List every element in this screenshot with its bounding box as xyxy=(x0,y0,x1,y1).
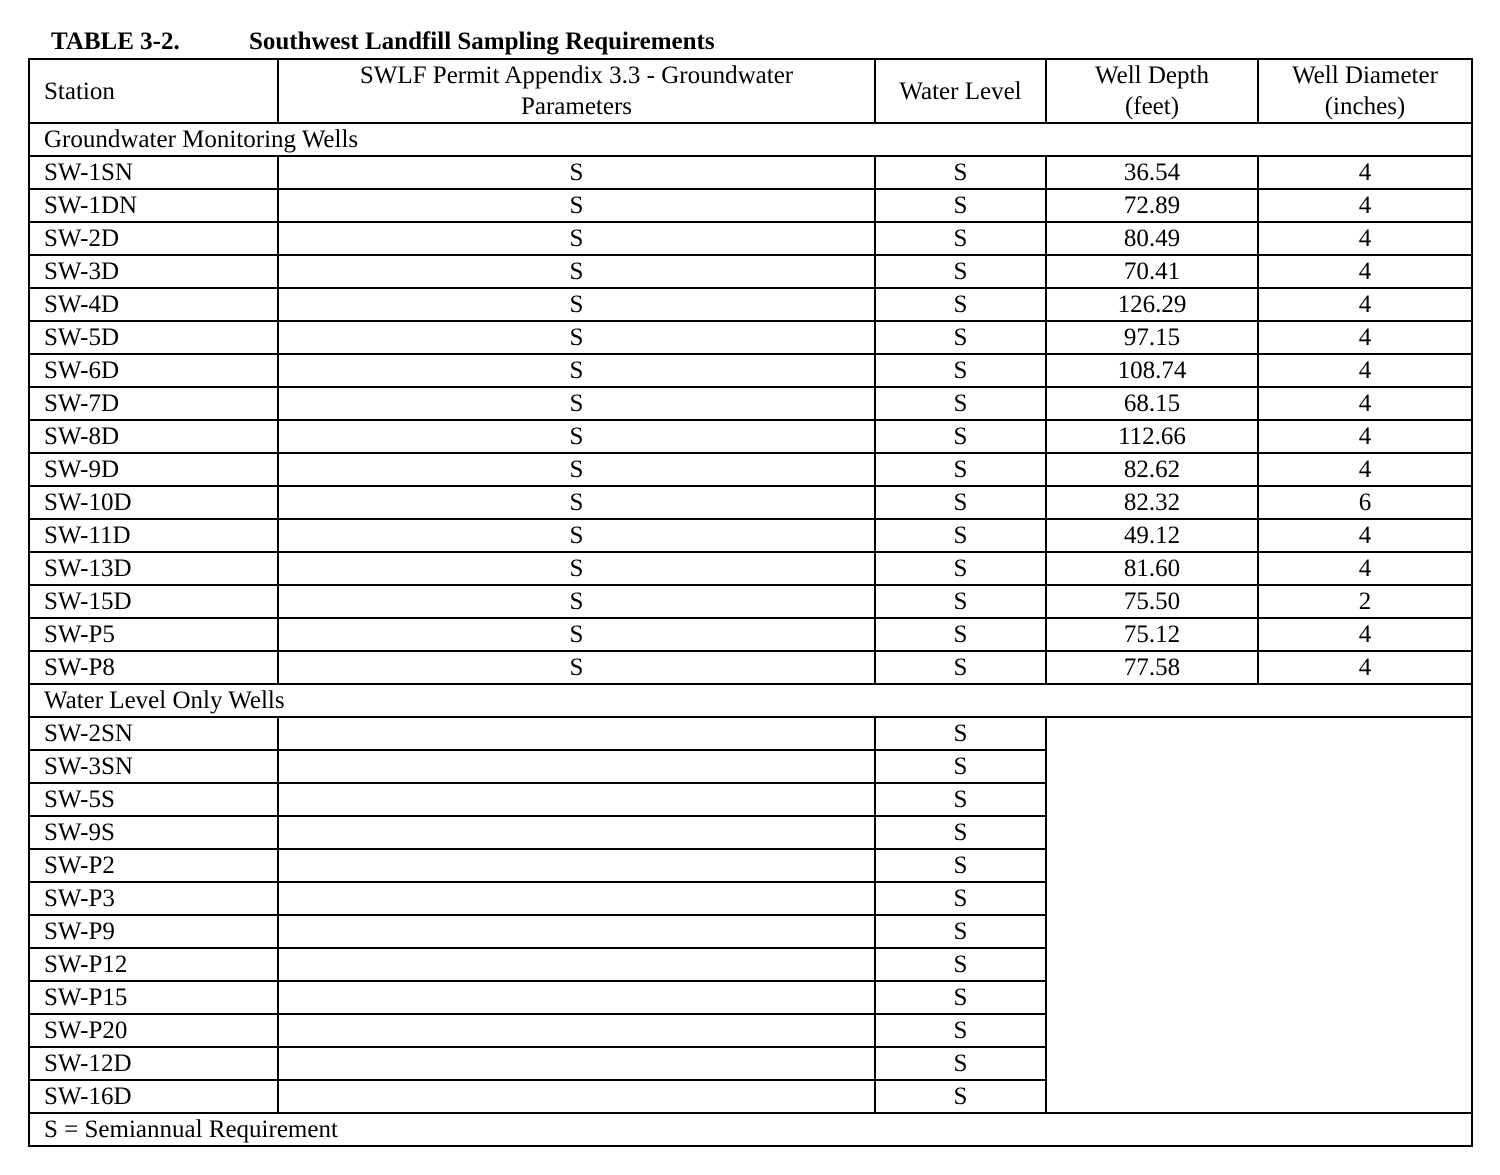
table-row xyxy=(29,288,1472,321)
table-row xyxy=(29,222,1472,255)
parameters-cell xyxy=(278,1080,875,1113)
table-row xyxy=(29,519,1472,552)
water-level-cell: S xyxy=(875,783,1046,816)
parameters-cell: S xyxy=(278,519,875,552)
parameters-cell: S xyxy=(278,255,875,288)
header-station: Station xyxy=(29,59,278,123)
well-depth-cell: 68.15 xyxy=(1046,387,1258,420)
well-diameter-cell: 4 xyxy=(1258,519,1472,552)
well-depth-cell: 82.32 xyxy=(1046,486,1258,519)
table-row xyxy=(29,552,1472,585)
well-depth-cell: 108.74 xyxy=(1046,354,1258,387)
water-level-cell: S xyxy=(875,948,1046,981)
well-diameter-cell: 4 xyxy=(1258,321,1472,354)
parameters-cell: S xyxy=(278,156,875,189)
header-row xyxy=(29,59,1472,123)
water-level-cell: S xyxy=(875,321,1046,354)
water-level-cell: S xyxy=(875,387,1046,420)
well-depth-cell: 75.12 xyxy=(1046,618,1258,651)
station-cell: SW-9D xyxy=(29,453,278,486)
water-level-cell: S xyxy=(875,552,1046,585)
well-depth-cell: 49.12 xyxy=(1046,519,1258,552)
station-cell: SW-P9 xyxy=(29,915,278,948)
parameters-cell: S xyxy=(278,387,875,420)
water-level-cell: S xyxy=(875,651,1046,684)
well-diameter-cell: 2 xyxy=(1258,585,1472,618)
well-diameter-cell: 4 xyxy=(1258,189,1472,222)
station-cell: SW-4D xyxy=(29,288,278,321)
water-level-cell: S xyxy=(875,981,1046,1014)
well-depth-cell: 126.29 xyxy=(1046,288,1258,321)
water-level-cell: S xyxy=(875,486,1046,519)
well-diameter-cell: 4 xyxy=(1258,420,1472,453)
well-diameter-cell: 4 xyxy=(1258,156,1472,189)
parameters-cell xyxy=(278,816,875,849)
water-level-cell: S xyxy=(875,1080,1046,1113)
station-cell: SW-P12 xyxy=(29,948,278,981)
water-level-cell: S xyxy=(875,717,1046,750)
parameters-cell xyxy=(278,882,875,915)
well-depth-cell: 81.60 xyxy=(1046,552,1258,585)
parameters-cell xyxy=(278,948,875,981)
sampling-requirements-table xyxy=(28,58,1473,1147)
parameters-cell xyxy=(278,1014,875,1047)
station-cell: SW-11D xyxy=(29,519,278,552)
table-row xyxy=(29,618,1472,651)
station-cell: SW-P15 xyxy=(29,981,278,1014)
station-cell: SW-1SN xyxy=(29,156,278,189)
water-level-cell: S xyxy=(875,222,1046,255)
parameters-cell xyxy=(278,783,875,816)
header-well-diameter: Well Diameter (inches) xyxy=(1258,59,1472,123)
section-title: Groundwater Monitoring Wells xyxy=(29,123,1472,156)
table-row xyxy=(29,156,1472,189)
well-depth-cell: 80.49 xyxy=(1046,222,1258,255)
station-cell: SW-8D xyxy=(29,420,278,453)
footnote-row xyxy=(29,1113,1472,1146)
water-level-cell: S xyxy=(875,453,1046,486)
station-cell: SW-P20 xyxy=(29,1014,278,1047)
water-level-cell: S xyxy=(875,618,1046,651)
well-depth-cell: 77.58 xyxy=(1046,651,1258,684)
parameters-cell: S xyxy=(278,453,875,486)
water-level-cell: S xyxy=(875,189,1046,222)
station-cell: SW-1DN xyxy=(29,189,278,222)
station-cell: SW-3SN xyxy=(29,750,278,783)
station-cell: SW-15D xyxy=(29,585,278,618)
well-diameter-cell: 4 xyxy=(1258,387,1472,420)
parameters-cell xyxy=(278,717,875,750)
water-level-cell: S xyxy=(875,255,1046,288)
water-level-cell: S xyxy=(875,882,1046,915)
station-cell: SW-P8 xyxy=(29,651,278,684)
well-depth-cell: 75.50 xyxy=(1046,585,1258,618)
parameters-cell xyxy=(278,915,875,948)
water-level-cell: S xyxy=(875,750,1046,783)
parameters-cell xyxy=(278,1047,875,1080)
parameters-cell: S xyxy=(278,288,875,321)
parameters-cell: S xyxy=(278,618,875,651)
well-diameter-cell: 4 xyxy=(1258,651,1472,684)
table-row xyxy=(29,486,1472,519)
station-cell: SW-10D xyxy=(29,486,278,519)
station-cell: SW-9S xyxy=(29,816,278,849)
parameters-cell: S xyxy=(278,585,875,618)
well-diameter-cell: 4 xyxy=(1258,222,1472,255)
table-row xyxy=(29,717,1472,750)
station-cell: SW-12D xyxy=(29,1047,278,1080)
well-diameter-cell: 4 xyxy=(1258,552,1472,585)
station-cell: SW-6D xyxy=(29,354,278,387)
well-depth-cell: 82.62 xyxy=(1046,453,1258,486)
well-diameter-cell: 4 xyxy=(1258,255,1472,288)
water-level-cell: S xyxy=(875,915,1046,948)
parameters-cell xyxy=(278,849,875,882)
well-diameter-cell: 4 xyxy=(1258,288,1472,321)
table-row xyxy=(29,387,1472,420)
table-number: TABLE 3-2. xyxy=(51,28,180,55)
station-cell: SW-13D xyxy=(29,552,278,585)
water-level-cell: S xyxy=(875,585,1046,618)
station-cell: SW-2D xyxy=(29,222,278,255)
station-cell: SW-16D xyxy=(29,1080,278,1113)
parameters-cell: S xyxy=(278,354,875,387)
header-water-level: Water Level xyxy=(875,59,1046,123)
parameters-cell: S xyxy=(278,189,875,222)
parameters-cell xyxy=(278,981,875,1014)
station-cell: SW-3D xyxy=(29,255,278,288)
well-depth-cell: 72.89 xyxy=(1046,189,1258,222)
water-level-cell: S xyxy=(875,849,1046,882)
station-cell: SW-P2 xyxy=(29,849,278,882)
section-row-water-level xyxy=(29,684,1472,717)
parameters-cell xyxy=(278,750,875,783)
footnote: S = Semiannual Requirement xyxy=(29,1113,1472,1146)
parameters-cell: S xyxy=(278,651,875,684)
station-cell: SW-2SN xyxy=(29,717,278,750)
table-row xyxy=(29,321,1472,354)
table-row xyxy=(29,420,1472,453)
header-well-depth: Well Depth (feet) xyxy=(1046,59,1258,123)
water-level-cell: S xyxy=(875,288,1046,321)
table-row xyxy=(29,651,1472,684)
table-caption xyxy=(51,26,715,58)
water-level-cell: S xyxy=(875,354,1046,387)
water-level-cell: S xyxy=(875,156,1046,189)
table-row xyxy=(29,453,1472,486)
parameters-cell: S xyxy=(278,552,875,585)
water-level-cell: S xyxy=(875,420,1046,453)
well-diameter-cell: 4 xyxy=(1258,453,1472,486)
water-level-cell: S xyxy=(875,1047,1046,1080)
parameters-cell: S xyxy=(278,486,875,519)
station-cell: SW-7D xyxy=(29,387,278,420)
well-diameter-cell: 4 xyxy=(1258,354,1472,387)
water-level-cell: S xyxy=(875,816,1046,849)
parameters-cell: S xyxy=(278,321,875,354)
header-parameters: SWLF Permit Appendix 3.3 - Groundwater Parameters xyxy=(278,59,875,123)
table-row xyxy=(29,585,1472,618)
section-title: Water Level Only Wells xyxy=(29,684,1472,717)
table-row xyxy=(29,354,1472,387)
table-row xyxy=(29,255,1472,288)
well-diameter-cell: 6 xyxy=(1258,486,1472,519)
well-depth-cell: 70.41 xyxy=(1046,255,1258,288)
station-cell: SW-P5 xyxy=(29,618,278,651)
station-cell: SW-P3 xyxy=(29,882,278,915)
table-body xyxy=(29,123,1472,1146)
section-row-groundwater xyxy=(29,123,1472,156)
station-cell: SW-5D xyxy=(29,321,278,354)
water-level-cell: S xyxy=(875,1014,1046,1047)
water-level-cell: S xyxy=(875,519,1046,552)
well-diameter-cell: 4 xyxy=(1258,618,1472,651)
parameters-cell: S xyxy=(278,420,875,453)
table-row xyxy=(29,189,1472,222)
station-cell: SW-5S xyxy=(29,783,278,816)
well-depth-cell: 112.66 xyxy=(1046,420,1258,453)
table-title: Southwest Landfill Sampling Requirements xyxy=(249,28,715,55)
well-depth-cell: 97.15 xyxy=(1046,321,1258,354)
parameters-cell: S xyxy=(278,222,875,255)
well-depth-cell: 36.54 xyxy=(1046,156,1258,189)
blank-area xyxy=(1046,717,1472,1113)
